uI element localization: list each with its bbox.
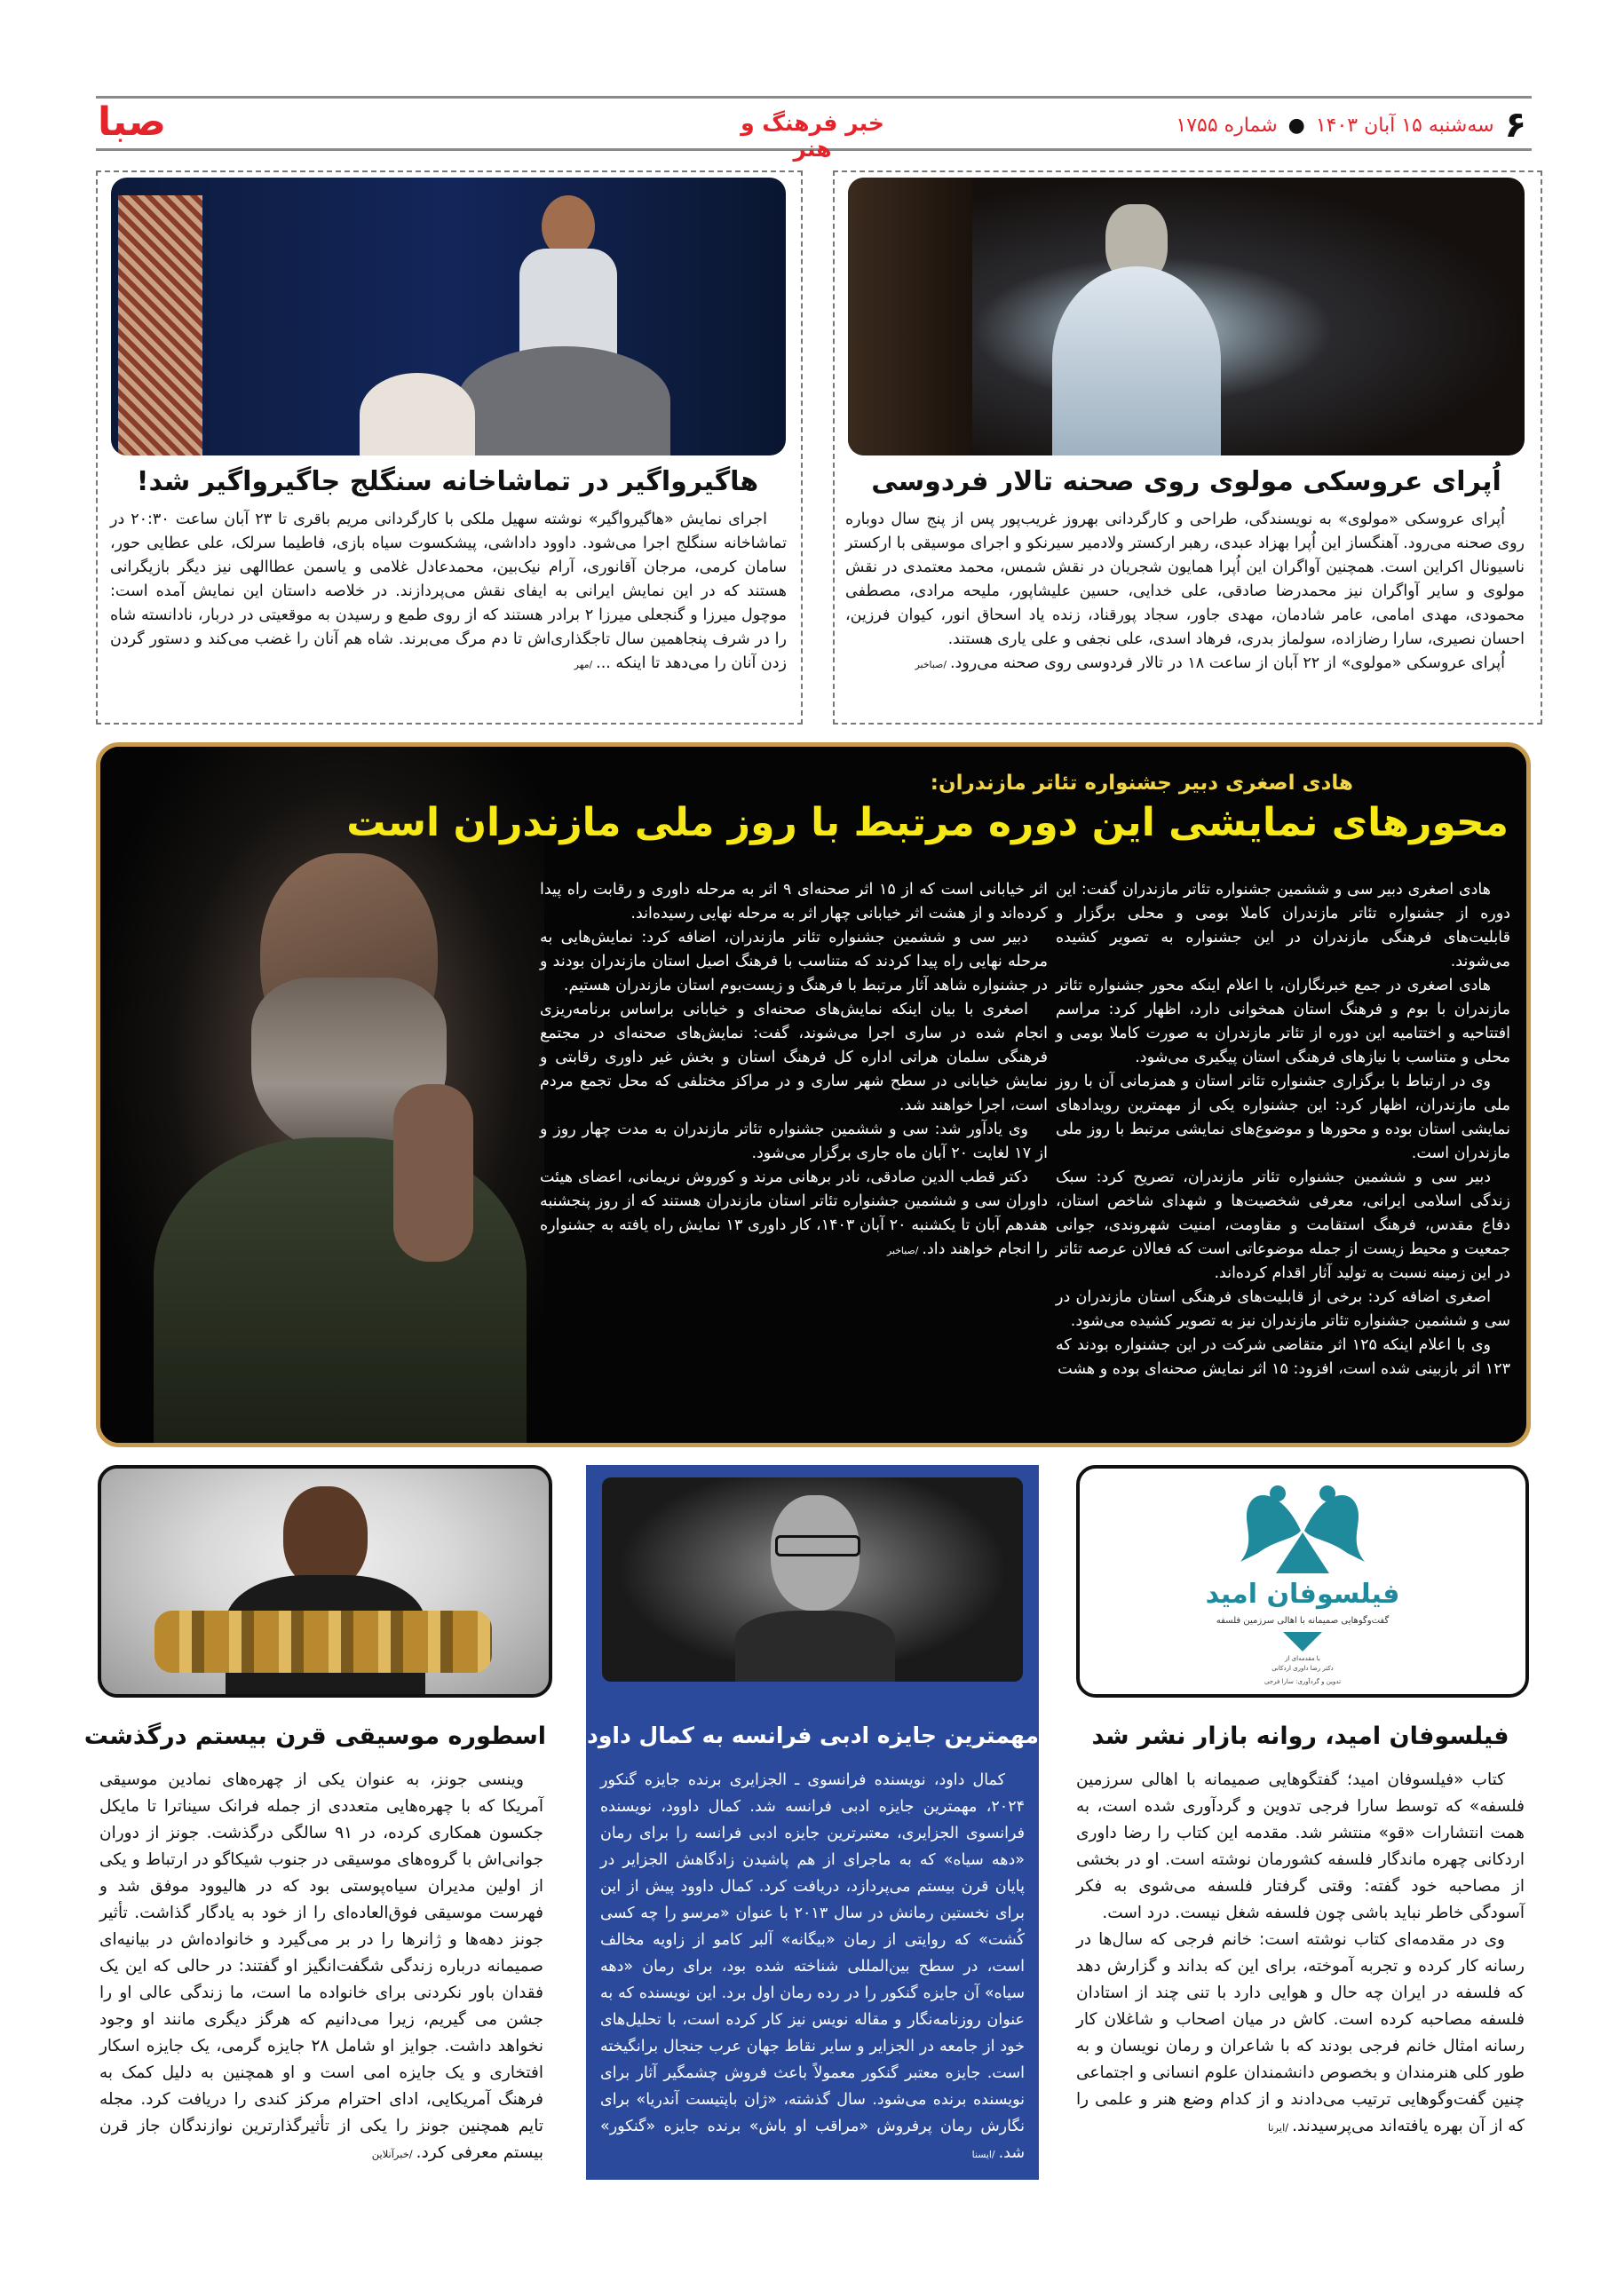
feature-column-left bbox=[540, 878, 1048, 1263]
jones-body bbox=[99, 1767, 543, 2167]
paragraph bbox=[99, 1767, 543, 2167]
goncourt-headline: مهمترین جایزه ادبی فرانسه به کمال داود رسید bbox=[522, 1723, 1039, 1748]
paragraph-text: وی در ارتباط با برگزاری جشنواره تئاتر استان و همزمانی آن با روز ملی مازندران، اظهار کرد: این جشنواره یکی از مهمترین رویدادهای نمایشی استان بوده و محورها و موضوع‌های نمایشی مرتبط با روز ملی مازندران است. bbox=[1056, 1073, 1510, 1162]
book-cover-intro-label: با مقدمه‌ای از bbox=[1285, 1655, 1320, 1662]
paragraph-text: اُپرای عروسکی «مولوی» به نویسندگی، طراحی و کارگردانی بهروز غریب‌پور پس از پنج سال دوباره روی صحنه می‌رود. آهنگساز این اُپرا بهزاد عبدی، رهبر ارکستر ولادمیر سیرنکو و اجرای موسیقی با ارکستر ناسیونال اکراین است. همچنین آواگران این اُپرا همایون شجریان در نقش شمس، محمد معتمدی در نقش مولوی و سایر آواگران نیز محمدرضا صادقی، علی خدایی، حسین علیشاپور، ملیحه مرادی، مصطفی محمودی، مهدی امامی، عامر شادمان، مهدی جاور، سجاد پورقناد، زنده یاد اسحاق انور، کیوان فرزین، احسان نصیری، سارا رضازاده، سولماز بدری، فرهاد اسدی، علی نجفی و علی یاری هستند. bbox=[845, 511, 1525, 648]
newspaper-logo: صبا bbox=[98, 99, 166, 145]
feature-kicker: هادی اصغری دبیر جشنواره تئاتر مازندران: bbox=[930, 772, 1353, 795]
paragraph-text: دکتر قطب الدین صادقی، نادر برهانی مرند و کوروش نریمانی، اعضای هیئت داوران سی و ششمین جشنواره تئاتر استان مازندران هستند که از روز پنجشنبه هفدهم آبان تا یکشنبه ۲۰ آبان ۱۴۰۳، کار داوری ۱۳ نمایش راه یافته به جشنواره را انجام خواهند داد. bbox=[540, 1168, 1048, 1258]
paragraph-text: وینسی جونز، به عنوان یکی از چهره‌های نمادین موسیقی آمریکا که با چهره‌هایی متعددی از جمله فرانک سیناترا تا مایکل جکسون همکاری کرده، در ۹۱ سالگی درگذشت. جونز از دوران جوانی‌اش با گروه‌های موسیقی در جنوب شیکاگو در ارتباط و یکی از اولین مدیران سیاه‌پوستی بود که در هالیوود موفق شد و فهرست موسیقی فوق‌العاده‌ای را از خود به یادگار گذاشت. تأثیر جونز دهه‌ها و ژانرها را در بر می‌گیرد و خانواده‌اش در بیانیه‌ای صمیمانه درباره زندگی شگفت‌انگیز او گفتند: در حالی که این یک فقدان باور نکردنی برای خانواده ما است، ما زندگی عالی او را جشن می گیریم، زیرا می‌دانیم که هرگز دیگری مانند او وجود نخواهد داشت. جوایز او شامل ۲۸ جایزه گرمی، یک جایزه اسکار افتخاری و یک جایزه امی است و او همچنین به دلیل کمک به فرهنگ آمریکایی، ادای احترام مرکز کندی را دریافت کرد. مجله تایم همچنین جونز را یکی از تأثیرگذارترین نوازندگان جاز قرن بیستم معرفی کرد. bbox=[99, 1770, 543, 2162]
paragraph bbox=[1056, 878, 1510, 974]
opera-body bbox=[845, 508, 1525, 677]
paragraph-text: اجرای نمایش «هاگیرواگیر» نوشته سهیل ملکی با کارگردانی مریم باقری تا ۲۳ آبان ساعت ۲۰:۳۰ در تماشاخانه سنگلج اجرا می‌شود. داوود داداشی، پیشکسوت سیاه بازی، فاطیما سرلک، علی عطایی حور، سامان کرمی، مرجان آقانوری، آرام نیک‌بین، محمدعادل غلامی و یاسمن عطاالهی نیز دیگر بازیگرانی هستند که در این نمایش ایرانی به ایفای نقش می‌پردازند. در خلاصه داستان این نمایش آمده است: موچول میرزا و گنجعلی میرزا ۲ برادر هستند که از روی طمع و رسیدن به موقعیتی در دربار، نادانسته شاه را در شرف پنجاهمین سال تاجگذاری‌اش تا دم مرگ می‌برند. شاه هم آنان را غضب می‌کند و دستور گردن زدن آنان را می‌دهد تا اینکه ... bbox=[110, 511, 788, 672]
issue-number: شماره ۱۷۵۵ bbox=[1176, 114, 1278, 137]
hagir-body bbox=[110, 508, 787, 677]
paragraph-text: دبیر سی و ششمین جشنواره تئاتر مازندران، تصریح کرد: سبک زندگی اسلامی ایرانی، معرفی شخصیت‌ها و شهدای شاخص استان، دفاع مقدس، فرهنگ استقامت و مقاومت، امنیت شهروندی، جوانی جمعیت و محیط زیست از جمله موضوعاتی است که فعالان عرصه تئاتر در این زمینه نسبت به تولید آثار اقدام کرده‌اند. bbox=[1056, 1168, 1510, 1282]
paragraph bbox=[540, 1166, 1048, 1263]
book-cover-subtitle: گفت‌وگوهایی صمیمانه با اهالی سرزمین فلسفه bbox=[1216, 1616, 1390, 1626]
header-top-rule bbox=[96, 96, 1532, 99]
goncourt-body bbox=[600, 1767, 1025, 2168]
paragraph-text: هادی اصغری در جمع خبرنگاران، با اعلام اینکه محور جشنواره تئاتر مازندران با بوم و فرهنگ استان همخوانی دارد، اظهار کرد: مراسم افتتاحیه و اختتامیه این دوره از تئاتر مازندران به صورت کاملا بومی و محلی و متناسب با نیازهای فرهنگی استان پیگیری می‌شود. bbox=[1056, 977, 1510, 1066]
paragraph bbox=[845, 652, 1525, 677]
bullet: ● bbox=[1287, 114, 1305, 137]
jones-photo bbox=[98, 1465, 552, 1698]
book-headline: فیلسوفان امید، روانه بازار نشر شد bbox=[1091, 1723, 1509, 1750]
book-body bbox=[1076, 1767, 1525, 2141]
paragraph-text: اصغری اضافه کرد: برخی از قابلیت‌های فرهنگی استان مازندران در سی و ششمین جشنواره تئاتر مازندران نیز به تصویر کشیده می‌شود. bbox=[1056, 1288, 1510, 1330]
feature-article bbox=[96, 742, 1531, 1447]
paragraph bbox=[540, 926, 1048, 998]
source-credit: /ایرنا bbox=[1267, 2121, 1289, 2134]
paragraph-text: اثر خیابانی است که از ۱۵ اثر صحنه‌ای ۹ اثر به مرحله داوری و رقابت راه پیدا کرده‌اند و از هشت اثر خیابانی چهار اثر به مرحله نهایی رسیده‌اند. bbox=[540, 881, 1048, 923]
triangle-motif-icon bbox=[1283, 1632, 1322, 1651]
paragraph bbox=[110, 508, 787, 677]
paragraph-text: هادی اصغری دبیر سی و ششمین جشنواره تئاتر مازندران گفت: این دوره از جشنواره تئاتر مازندران کاملا بومی و محلی برگزار و قابلیت‌های فرهنگی مازندران در این جشنواره به تصویر کشیده می‌شوند. bbox=[1056, 881, 1510, 970]
book-cover-image bbox=[1076, 1465, 1529, 1698]
paragraph bbox=[1076, 1927, 1525, 2141]
source-credit: /خبرآنلاین bbox=[371, 2148, 413, 2160]
page-info bbox=[1176, 105, 1526, 146]
opera-photo bbox=[848, 178, 1525, 455]
paragraph bbox=[1056, 1070, 1510, 1166]
page-number: ۶ bbox=[1504, 105, 1526, 146]
source-credit: /مهر bbox=[574, 659, 593, 670]
section-title: خبر فرهنگ و هنر bbox=[741, 110, 884, 162]
paragraph bbox=[540, 998, 1048, 1118]
feature-portrait-photo bbox=[100, 747, 544, 1443]
opera-headline: اُپرای عروسکی مولوی روی صحنه تالار فردوسی bbox=[871, 466, 1501, 497]
goncourt-photo bbox=[602, 1477, 1023, 1682]
paragraph bbox=[1076, 1767, 1525, 1927]
hagir-headline: هاگیرواگیر در تماشاخانه سنگلج جاگیرواگیر شد! bbox=[136, 466, 759, 497]
source-credit: /صباخبر bbox=[915, 659, 947, 670]
paragraph bbox=[1056, 1334, 1510, 1382]
paragraph bbox=[1056, 1166, 1510, 1286]
book-cover-editor: تدوین و گردآوری: سارا فرجی bbox=[1264, 1678, 1342, 1685]
jones-headline: اسطوره موسیقی قرن بیستم درگذشت bbox=[83, 1723, 546, 1750]
paragraph-text: کمال داود، نویسنده فرانسوی ـ الجزایری برنده جایزه گنکور ۲۰۲۴، مهمترین جایزه ادبی فرانسه شد. کمال داوود، نویسنده فرانسوی الجزایری، معتبرترین جایزه ادبی فرانسه را برای رمان «دهه سیاه» که به ماجرای از هم پاشیدن زادگاهش الجزایر در پایان قرن بیستم می‌پردازد، دریافت کرد. کمال داوود پیش از این برای نخستین رمانش در سال ۲۰۱۳ با عنوان «مرسو را چه کسی کُشت» که روایتی از رمان «بیگانه» آلبر کامو از زاویه مخالف است، در سطح بین‌المللی شناخته شده بود، برای رمان «دهه سیاه» آن جایزه گنکور را در رده رمان اول برد. این نویسنده که به عنوان روزنامه‌نگار و مقاله نویس نیز کار کرده است، با تحلیل‌های خود از جامعه در الجزایر و سایر نقاط جهان عرب جنجال برانگیخته است. جایزه معتبر گنکور معمولاً باعث فروش چشمگیر آثار برای نویسنده برنده می‌شود. سال گذشته، «ژان باپتیست آندریا» برای نگارش رمان پرفروش «مراقب او باش» برنده جایزه «گنکور» شد. bbox=[600, 1771, 1025, 2162]
feature-column-right bbox=[1056, 878, 1510, 1382]
paragraph-text: وی با اعلام اینکه ۱۲۵ اثر متقاضی شرکت در این جشنواره بودند که ۱۲۳ اثر بازبینی شده است، افزود: ۱۵ اثر نمایش صحنه‌ای بوده و هشت bbox=[1056, 1336, 1510, 1378]
book-cover-title: فیلسوفان امید bbox=[1205, 1579, 1400, 1610]
birds-motif-icon bbox=[1223, 1477, 1382, 1575]
paragraph-text: اُپرای عروسکی «مولوی» از ۲۲ آبان از ساعت ۱۸ در تالار فردوسی روی صحنه می‌رود. bbox=[949, 654, 1505, 672]
issue-date: سه‌شنبه ۱۵ آبان ۱۴۰۳ bbox=[1315, 114, 1494, 137]
paragraph bbox=[600, 1767, 1025, 2168]
paragraph bbox=[540, 1118, 1048, 1166]
paragraph-text: دبیر سی و ششمین جشنواره تئاتر مازندران، اضافه کرد: نمایش‌هایی به مرحله نهایی راه پیدا کردند که متناسب با فرهنگ اصیل استان مازندران بودند و در جشنواره شاهد آثار مرتبط با فرهنگ و زیست‌بوم استان مازندران هستیم. bbox=[540, 929, 1048, 994]
source-credit: /ایسنا bbox=[971, 2149, 995, 2160]
paragraph bbox=[845, 508, 1525, 652]
paragraph-text: کتاب «فیلسوفان امید؛ گفتگوهایی صمیمانه با اهالی سرزمین فلسفه» که توسط سارا فرجی تدوین و گردآوری شده است، به همت انتشارات «قو» منتشر شد. مقدمه این کتاب را رضا داوری اردکانی چهره ماندگار فلسفه کشورمان نوشته است. او در بخشی از مصاحبه خود گفته: وقتی گرفتار فلسفه می‌شوی به فکر آسودگی خاطر نباید باشی چون فلسفه شغل نیست. درد است. bbox=[1076, 1770, 1525, 1922]
paragraph bbox=[1056, 1286, 1510, 1334]
paragraph bbox=[540, 878, 1048, 926]
hagir-photo bbox=[111, 178, 786, 455]
paragraph bbox=[1056, 974, 1510, 1070]
paragraph-text: وی یادآور شد: سی و ششمین جشنواره تئاتر مازندران به مدت چهار روز و از ۱۷ لغایت ۲۰ آبان ماه جاری برگزار می‌شود. bbox=[540, 1121, 1048, 1162]
paragraph-text: وی در مقدمه‌ای کتاب نوشته است: خانم فرجی که سال‌ها در رسانه کار کرده و تجربه آموخته، برای این که بداند و گزارش دهد که فلسفه در ایران چه حال و هوایی دارد با تنی چند از استادان فلسفه مصاحبه کرده است. کاش در میان اصحاب و شاغلان کار رسانه امثال خانم فرجی بودند که با شاعران و رمان نویسان و به طور کلی هنرمندان و بخصوص دانشمندان علوم انسانی و اجتماعی چنین گفت‌وگوهایی ترتیب می‌دادند و از کدام وضع هنر و علمی را که از آن بهره یافته‌اند می‌پرسیدند. bbox=[1076, 1930, 1525, 2135]
feature-headline: محورهای نمایشی این دوره مرتبط با روز ملی مازندران است bbox=[346, 800, 1509, 845]
book-cover-intro-author: دکتر رضا داوری اردکانی bbox=[1271, 1665, 1334, 1672]
source-credit: /صباخبر bbox=[886, 1245, 919, 1256]
paragraph-text: اصغری با بیان اینکه نمایش‌های صحنه‌ای و خیابانی براساس برنامه‌ریزی انجام شده در ساری اجرا می‌شوند، گفت: نمایش‌های صحنه‌ای در مجتمع فرهنگی سلمان هراتی اداره کل فرهنگ استان و بخش غیر داوری رقابتی و نمایش خیابانی در سطح شهر ساری و در مراکز مختلفی که محل تجمع مردم است، اجرا خواهند شد. bbox=[540, 1001, 1048, 1114]
